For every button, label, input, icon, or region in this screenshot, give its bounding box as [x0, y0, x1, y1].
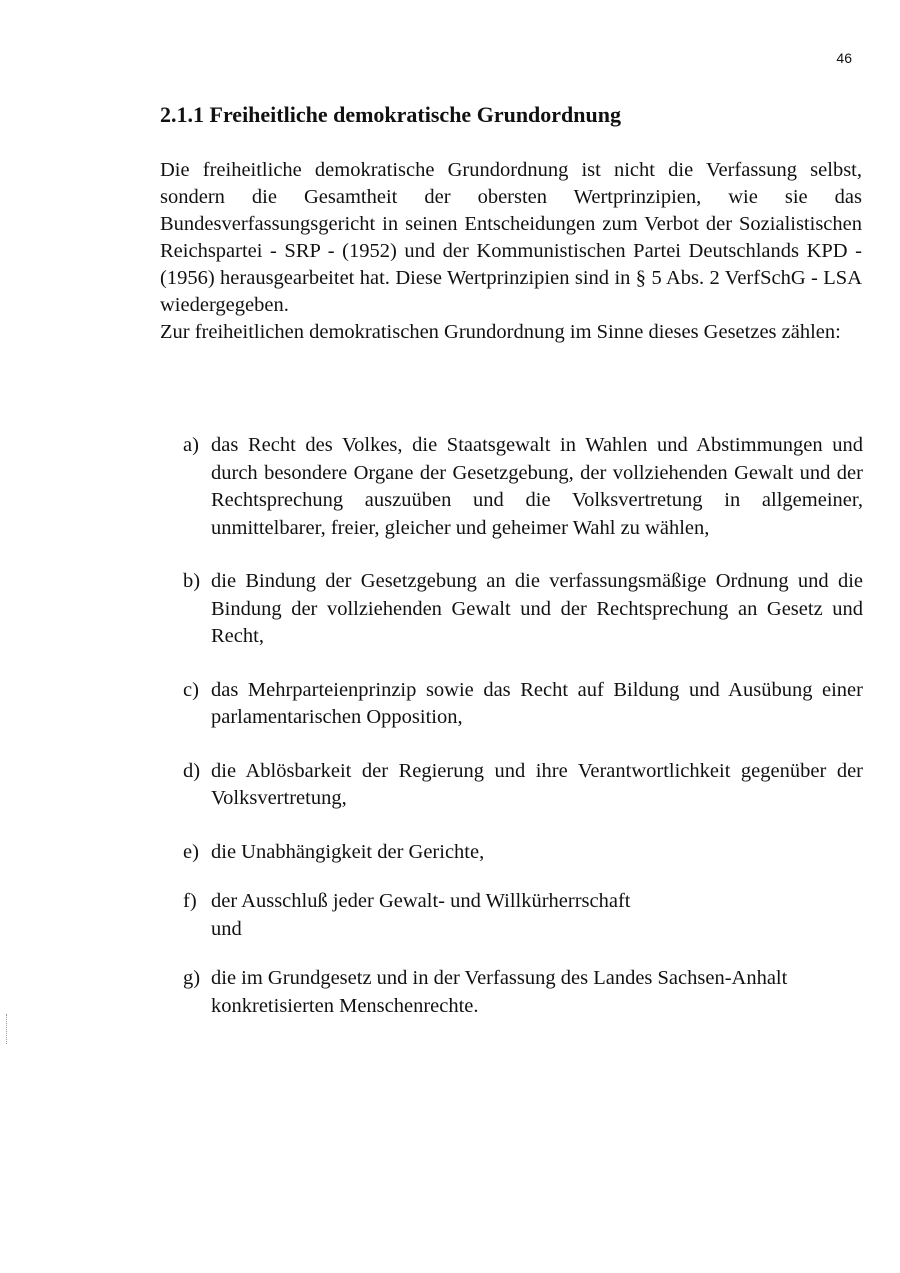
scan-margin-specks — [6, 1014, 9, 1044]
intro-paragraph-1: Die freiheitliche demokratische Grundordnung ist nicht die Verfassung selbst, sondern die Gesamtheit der obersten Wertprinzipien, wie sie das Bundesverfassungsgericht in seinen Entscheidungen zum Verbot der Sozialistischen Reichspartei - SRP - (1952) und der Kommunistischen Partei Deutschlands KPD - (1956) herausgearbeitet hat. Diese Wertprinzipien sind in § 5 Abs. 2 VerfSchG - LSA wiedergegeben. — [160, 159, 862, 316]
list-item-continuation: und — [211, 917, 242, 940]
page-number: 46 — [836, 50, 852, 66]
list-item-a — [183, 432, 863, 542]
list-item-f — [183, 888, 863, 943]
list-item-e — [183, 839, 863, 867]
list-item-c — [183, 677, 863, 732]
list-marker: d) — [183, 759, 201, 782]
list-item-text: die Unabhängigkeit der Gerichte, — [211, 840, 485, 863]
list-marker: e) — [183, 840, 199, 863]
section-heading: 2.1.1 Freiheitliche demokratische Grundordnung — [160, 102, 621, 127]
list-marker: f) — [183, 890, 197, 912]
list-item-text: die Bindung der Gesetzgebung an die verfassungsmäßige Ordnung und die Bindung der vollziehenden Gewalt und der Rechtsprechung an Gesetz und Recht, — [211, 570, 863, 647]
list-item-text: das Mehrparteienprinzip sowie das Recht auf Bildung und Ausübung einer parlamentarischen Opposition, — [211, 678, 863, 728]
list-item-b — [183, 568, 863, 651]
list-item-text: das Recht des Volkes, die Staatsgewalt in Wahlen und Abstimmungen und durch besondere Organe der Gesetzgebung, der vollziehenden Gewalt und der Rechtsprechung auszuüben und die Volksvertretung in allgemeiner, unmittelbarer, freier, gleicher und geheimer Wahl zu wählen, — [211, 434, 863, 539]
list-item-text: der Ausschluß jeder Gewalt- und Willkürherrschaft — [211, 890, 631, 912]
intro-paragraph-2: Zur freiheitlichen demokratischen Grundordnung im Sinne dieses Gesetzes zählen: — [160, 321, 841, 343]
list-item-d — [183, 758, 863, 813]
list-marker: c) — [183, 678, 199, 701]
list-item-g — [183, 965, 863, 1020]
list-marker: a) — [183, 434, 199, 456]
principles-list — [183, 432, 863, 1046]
list-marker: b) — [183, 570, 201, 592]
intro-text — [160, 157, 862, 346]
list-item-text-block — [211, 888, 863, 943]
list-item-text: die im Grundgesetz und in der Verfassung des Landes Sachsen-Anhalt konkretisierten Menschenrechte. — [211, 967, 788, 1017]
list-marker: g) — [183, 967, 201, 989]
list-item-text: die Ablösbarkeit der Regierung und ihre Verantwortlichkeit gegenüber der Volksvertretung, — [211, 759, 863, 809]
